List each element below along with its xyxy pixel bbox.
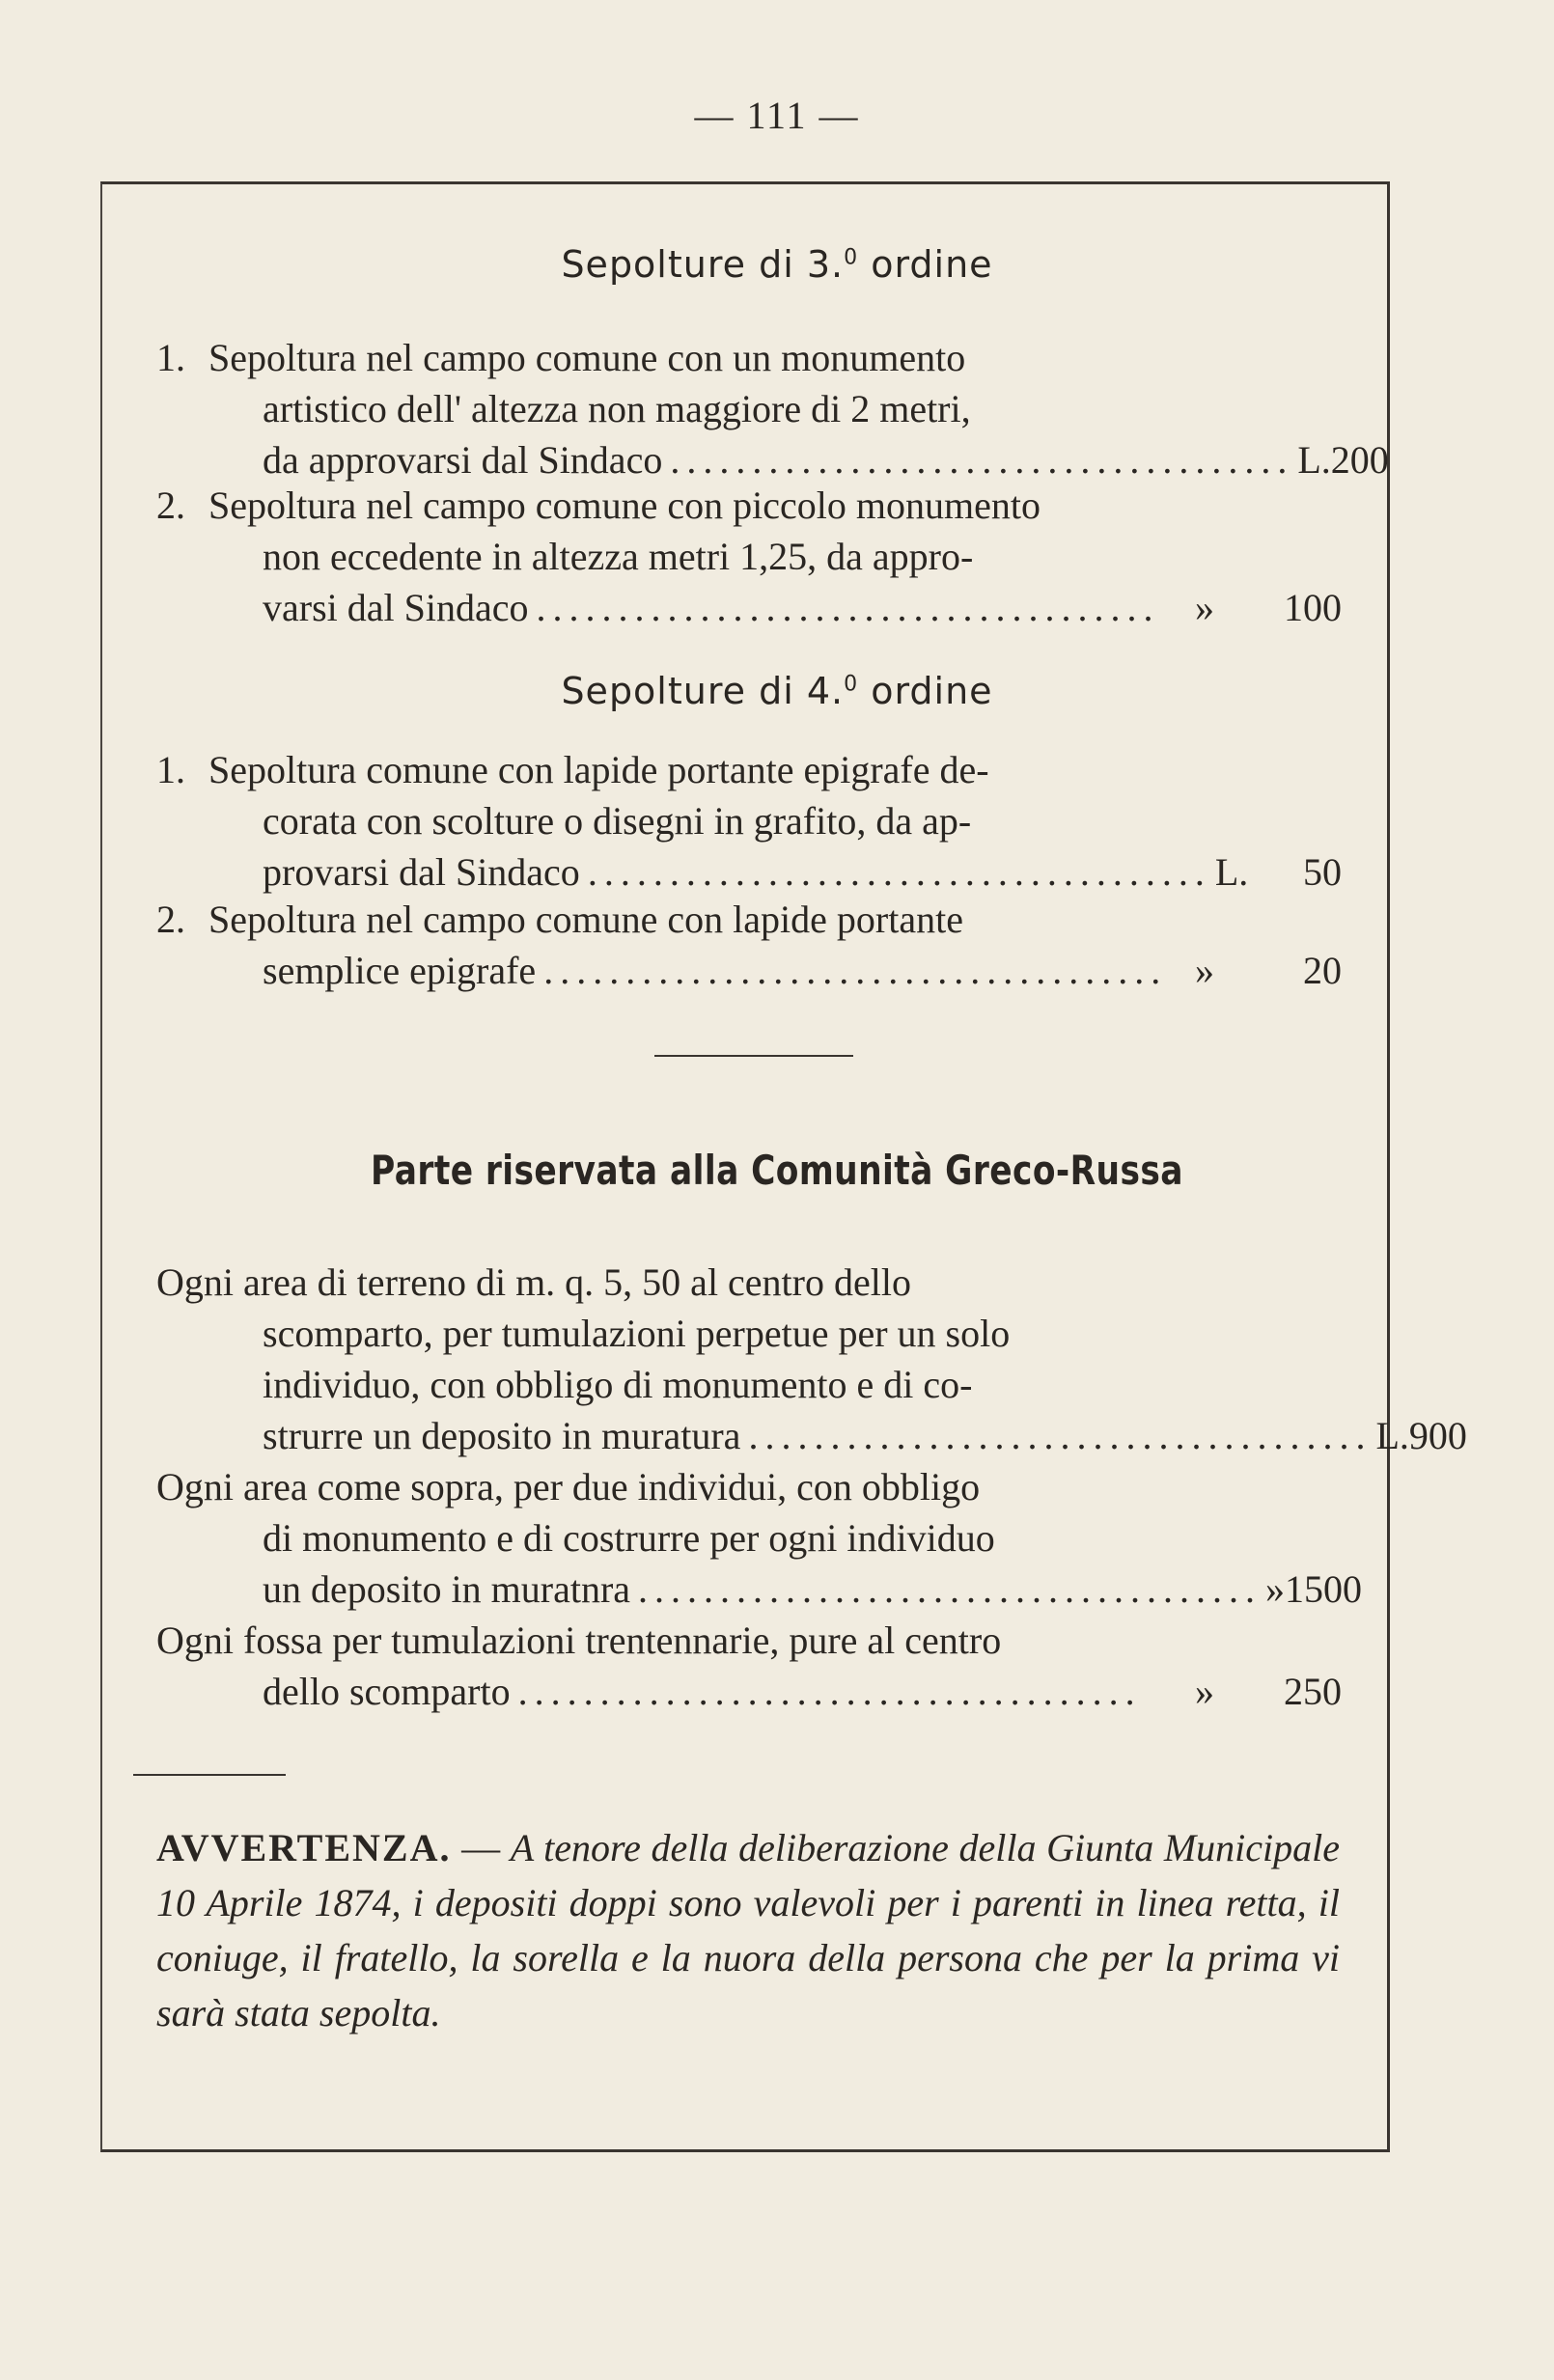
entry-amount: 20	[1303, 949, 1342, 992]
entry-text: dello scomparto	[263, 1670, 511, 1713]
page-number: — 111 —	[694, 94, 860, 137]
dot-leader: ......................................	[587, 850, 1211, 894]
entry-text: individuo, con obbligo di monumento e di co-	[263, 1363, 973, 1406]
section-heading-4: Sepolture di 4.$^0$ ordine	[561, 670, 993, 712]
avvertenza-text: A tenore della deliberazione della Giunta Municipale 10 Aprile 1874, i depositi doppi sono valevoli per i parenti in linea retta, il coniuge, il fratello, la sorella e la nuora della persona che per la prima vi sarà stata sepolta.	[156, 1826, 1340, 2034]
entry-currency: L.	[1214, 850, 1249, 894]
entry-amount: 50	[1303, 850, 1342, 894]
entry-text: strurre un deposito in muratura	[263, 1414, 741, 1457]
entry-currency: »	[1195, 949, 1214, 992]
tariff-entry	[156, 480, 1342, 633]
entry-text: non eccedente in altezza metri 1,25, da appro-	[263, 535, 974, 578]
entry-text: di monumento e di costrurre per ogni individuo	[263, 1516, 995, 1560]
section-divider	[654, 1055, 853, 1057]
entry-text: semplice epigrafe	[263, 949, 537, 992]
entry-currency: L.	[1375, 1414, 1409, 1457]
entry-text: corata con scolture o disegni in grafito, da ap-	[263, 799, 972, 843]
tariff-entry	[156, 744, 1342, 898]
entry-number: 1.	[156, 748, 185, 791]
avvertenza-note	[156, 1820, 1340, 2040]
tariff-entry	[156, 1257, 1467, 1461]
entry-text: Sepoltura nel campo comune con un monumento	[208, 336, 966, 379]
entry-text: Ogni area come sopra, per due individui, con obbligo	[156, 1465, 981, 1508]
tariff-entry	[156, 894, 1342, 996]
greco-russa-heading: Parte riservata alla Comunità Greco-Russa	[371, 1147, 1183, 1194]
entry-text: varsi dal Sindaco	[263, 586, 529, 629]
entry-text: Ogni area di terreno di m. q. 5, 50 al centro dello	[156, 1260, 911, 1304]
dot-leader: ......................................	[638, 1567, 1263, 1611]
entry-amount: 200	[1330, 438, 1389, 482]
dot-leader: ......................................	[536, 586, 1160, 629]
entry-text: Ogni fossa per tumulazioni trentennarie, pure al centro	[156, 1619, 1002, 1662]
entry-text: Sepoltura comune con lapide portante epigrafe de-	[208, 748, 989, 791]
section-heading-3: Sepolture di 3.$^0$ ordine	[561, 243, 993, 286]
entry-text: provarsi dal Sindaco	[263, 850, 580, 894]
entry-number: 1.	[156, 336, 185, 379]
entry-currency: »	[1195, 586, 1214, 629]
tariff-entry	[156, 1461, 1363, 1615]
entry-text: Sepoltura nel campo comune con lapide portante	[208, 898, 963, 941]
entry-text: scomparto, per tumulazioni perpetue per un solo	[263, 1312, 1011, 1355]
entry-text: un deposito in muratnra	[263, 1567, 631, 1611]
entry-text: artistico dell' altezza non maggiore di 2 metri,	[263, 387, 971, 430]
entry-number: 2.	[156, 898, 185, 941]
entry-text: Sepoltura nel campo comune con piccolo monumento	[208, 484, 1041, 527]
dot-leader: ......................................	[748, 1414, 1373, 1457]
entry-currency: L.	[1297, 438, 1331, 482]
tariff-entry	[156, 332, 1389, 485]
entry-amount: 1500	[1285, 1567, 1363, 1611]
tariff-entry	[156, 1615, 1342, 1717]
entry-number: 2.	[156, 484, 185, 527]
avvertenza-dash: —	[451, 1826, 511, 1869]
entry-currency: »	[1195, 1670, 1214, 1713]
dot-leader: ......................................	[543, 949, 1168, 992]
avvertenza-label: AVVERTENZA.	[156, 1826, 452, 1869]
entry-amount: 250	[1284, 1670, 1342, 1713]
entry-amount: 100	[1284, 586, 1342, 629]
dot-leader: ......................................	[517, 1670, 1142, 1713]
entry-text: da approvarsi dal Sindaco	[263, 438, 663, 482]
entry-amount: 900	[1408, 1414, 1467, 1457]
entry-currency: »	[1265, 1567, 1286, 1611]
dot-leader: ......................................	[670, 438, 1294, 482]
section-divider	[133, 1774, 286, 1776]
